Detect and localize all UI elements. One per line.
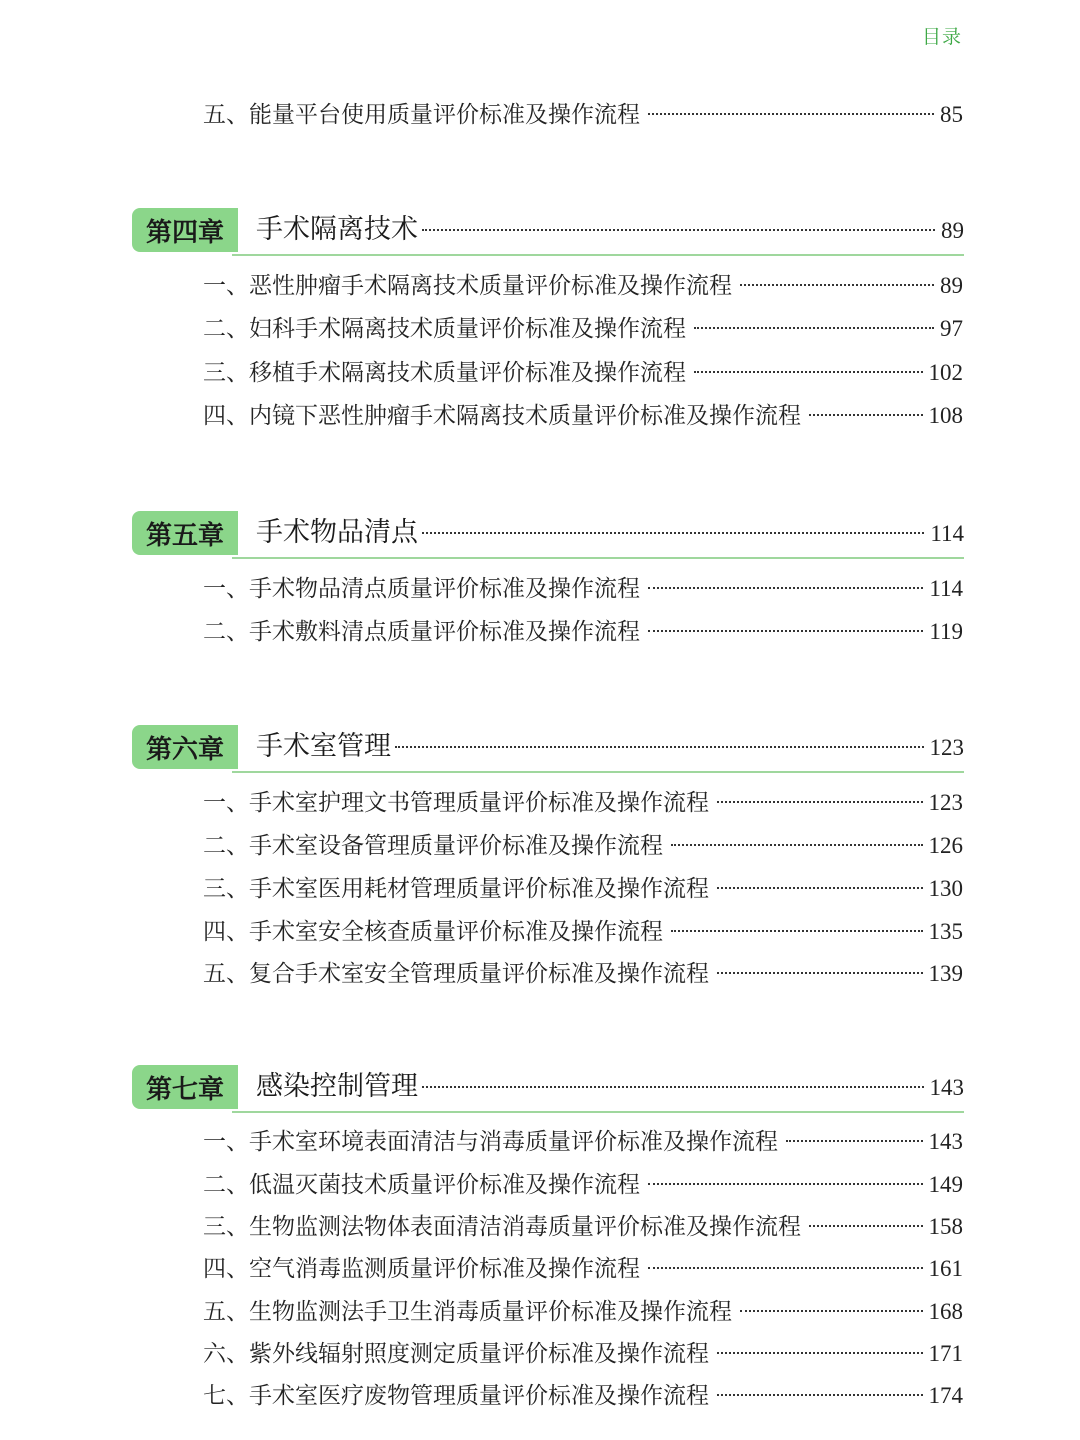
toc-entry[interactable] [203, 270, 963, 302]
toc-entry-title: 复合手术室安全管理质量评价标准及操作流程 [249, 961, 709, 987]
chapter-label-badge: 第七章 [132, 1065, 238, 1109]
chapter-heading[interactable] [132, 208, 964, 256]
toc-entry[interactable] [203, 1169, 963, 1201]
toc-entry-number: 五、 [203, 1299, 249, 1325]
dot-leader [717, 887, 923, 889]
toc-entry-page: 171 [928, 1341, 963, 1366]
chapter-heading[interactable] [132, 725, 964, 773]
toc-entry-number: 六、 [203, 1341, 249, 1367]
toc-entry-title: 生物监测法手卫生消毒质量评价标准及操作流程 [249, 1299, 732, 1325]
toc-entry-page: 143 [928, 1129, 963, 1154]
toc-entry-page: 149 [928, 1172, 963, 1197]
page-header-title: 目录 [921, 26, 962, 48]
chapter-underline [232, 771, 964, 773]
chapter-page: 123 [929, 735, 964, 760]
toc-entry-title: 手术室设备管理质量评价标准及操作流程 [249, 833, 663, 859]
toc-entry[interactable] [203, 873, 963, 905]
toc-entry-number: 三、 [203, 360, 249, 386]
chapter-page: 143 [929, 1075, 964, 1100]
dot-leader [395, 746, 924, 748]
dot-leader [422, 532, 924, 534]
dot-leader [671, 930, 923, 932]
toc-entry[interactable] [203, 787, 963, 819]
toc-entry-page: 174 [928, 1383, 963, 1408]
chapter-underline [232, 557, 964, 559]
toc-entry-page: 139 [928, 961, 963, 986]
toc-entry-number: 五、 [203, 961, 249, 987]
chapter-title: 手术隔离技术 [256, 214, 418, 245]
toc-entry[interactable] [203, 400, 963, 432]
dot-leader [717, 801, 923, 803]
toc-entry-number: 二、 [203, 316, 249, 342]
dot-leader [740, 284, 934, 286]
toc-entry-number: 五、 [203, 102, 249, 128]
toc-entry[interactable] [203, 1380, 963, 1412]
chapter-title: 感染控制管理 [256, 1071, 418, 1102]
toc-entry-number: 四、 [203, 919, 249, 945]
toc-entry-title: 能量平台使用质量评价标准及操作流程 [249, 102, 640, 128]
toc-entry[interactable] [203, 357, 963, 389]
page-header [922, 22, 962, 49]
chapter-label-badge: 第六章 [132, 725, 238, 769]
dot-leader [694, 327, 934, 329]
toc-entry-page: 123 [928, 790, 963, 815]
toc-entry-page: 119 [929, 619, 963, 644]
toc-entry-page: 126 [928, 833, 963, 858]
dot-leader [422, 229, 935, 231]
toc-entry[interactable] [203, 1253, 963, 1285]
toc-entry-page: 97 [940, 316, 963, 341]
chapter-heading[interactable] [132, 1065, 964, 1113]
toc-entry-number: 二、 [203, 833, 249, 859]
dot-leader [809, 1225, 923, 1227]
toc-entry-title: 紫外线辐射照度测定质量评价标准及操作流程 [249, 1341, 709, 1367]
toc-entry-number: 二、 [203, 1172, 249, 1198]
toc-entry-title: 生物监测法物体表面清洁消毒质量评价标准及操作流程 [249, 1214, 801, 1240]
toc-entry-title: 手术室医疗废物管理质量评价标准及操作流程 [249, 1383, 709, 1409]
dot-leader [809, 414, 923, 416]
toc-entry[interactable] [203, 573, 963, 605]
chapter-title: 手术室管理 [256, 731, 391, 762]
dot-leader [717, 1394, 923, 1396]
toc-entry[interactable] [203, 1211, 963, 1243]
dot-leader [648, 113, 934, 115]
toc-entry-title: 内镜下恶性肿瘤手术隔离技术质量评价标准及操作流程 [249, 403, 801, 429]
chapter-title: 手术物品清点 [256, 517, 418, 548]
toc-entry-page: 161 [928, 1256, 963, 1281]
toc-entry-page: 114 [929, 576, 963, 601]
dot-leader [786, 1140, 923, 1142]
chapter-heading[interactable] [132, 511, 964, 559]
toc-entry-title: 妇科手术隔离技术质量评价标准及操作流程 [249, 316, 686, 342]
toc-entry-number: 四、 [203, 1256, 249, 1282]
toc-entry[interactable] [203, 1338, 963, 1370]
dot-leader [648, 1183, 923, 1185]
dot-leader [648, 1267, 923, 1269]
dot-leader [648, 587, 923, 589]
chapter-label-badge: 第四章 [132, 208, 238, 252]
toc-entry-title: 手术室护理文书管理质量评价标准及操作流程 [249, 790, 709, 816]
toc-entry[interactable] [203, 916, 963, 948]
toc-entry-title: 手术室环境表面清洁与消毒质量评价标准及操作流程 [249, 1129, 778, 1155]
toc-entry-number: 三、 [203, 876, 249, 902]
toc-entry-title: 手术敷料清点质量评价标准及操作流程 [249, 619, 640, 645]
toc-entry-title: 恶性肿瘤手术隔离技术质量评价标准及操作流程 [249, 273, 732, 299]
chapter-label-badge: 第五章 [132, 511, 238, 555]
dot-leader [422, 1086, 924, 1088]
dot-leader [717, 972, 923, 974]
toc-entry[interactable] [203, 99, 963, 131]
toc-entry-page: 158 [928, 1214, 963, 1239]
toc-entry-page: 130 [928, 876, 963, 901]
dot-leader [740, 1310, 923, 1312]
toc-entry-title: 手术物品清点质量评价标准及操作流程 [249, 576, 640, 602]
toc-entry-number: 一、 [203, 790, 249, 816]
toc-entry-number: 二、 [203, 619, 249, 645]
toc-entry-number: 一、 [203, 273, 249, 299]
toc-entry-number: 四、 [203, 403, 249, 429]
toc-entry-number: 一、 [203, 1129, 249, 1155]
toc-entry-number: 七、 [203, 1383, 249, 1409]
chapter-underline [232, 254, 964, 256]
toc-entry-title: 手术室医用耗材管理质量评价标准及操作流程 [249, 876, 709, 902]
toc-entry[interactable] [203, 616, 963, 648]
toc-entry-page: 102 [928, 360, 963, 385]
chapter-page: 114 [930, 521, 964, 546]
toc-entry-title: 手术室安全核查质量评价标准及操作流程 [249, 919, 663, 945]
chapter-page: 89 [941, 218, 964, 243]
toc-entry[interactable] [203, 830, 963, 862]
toc-entry-title: 移植手术隔离技术质量评价标准及操作流程 [249, 360, 686, 386]
chapter-underline [232, 1111, 964, 1113]
toc-entry-number: 一、 [203, 576, 249, 602]
dot-leader [694, 371, 923, 373]
toc-entry-title: 低温灭菌技术质量评价标准及操作流程 [249, 1172, 640, 1198]
toc-entry-page: 108 [928, 403, 963, 428]
toc-entry[interactable] [203, 1296, 963, 1328]
toc-entry-page: 135 [928, 919, 963, 944]
toc-entry[interactable] [203, 313, 963, 345]
toc-entry-title: 空气消毒监测质量评价标准及操作流程 [249, 1256, 640, 1282]
toc-entry[interactable] [203, 958, 963, 990]
dot-leader [671, 844, 923, 846]
toc-entry-page: 89 [940, 273, 963, 298]
dot-leader [717, 1352, 923, 1354]
toc-entry[interactable] [203, 1126, 963, 1158]
dot-leader [648, 630, 923, 632]
toc-entry-page: 168 [928, 1299, 963, 1324]
toc-entry-number: 三、 [203, 1214, 249, 1240]
toc-entry-page: 85 [940, 102, 963, 127]
